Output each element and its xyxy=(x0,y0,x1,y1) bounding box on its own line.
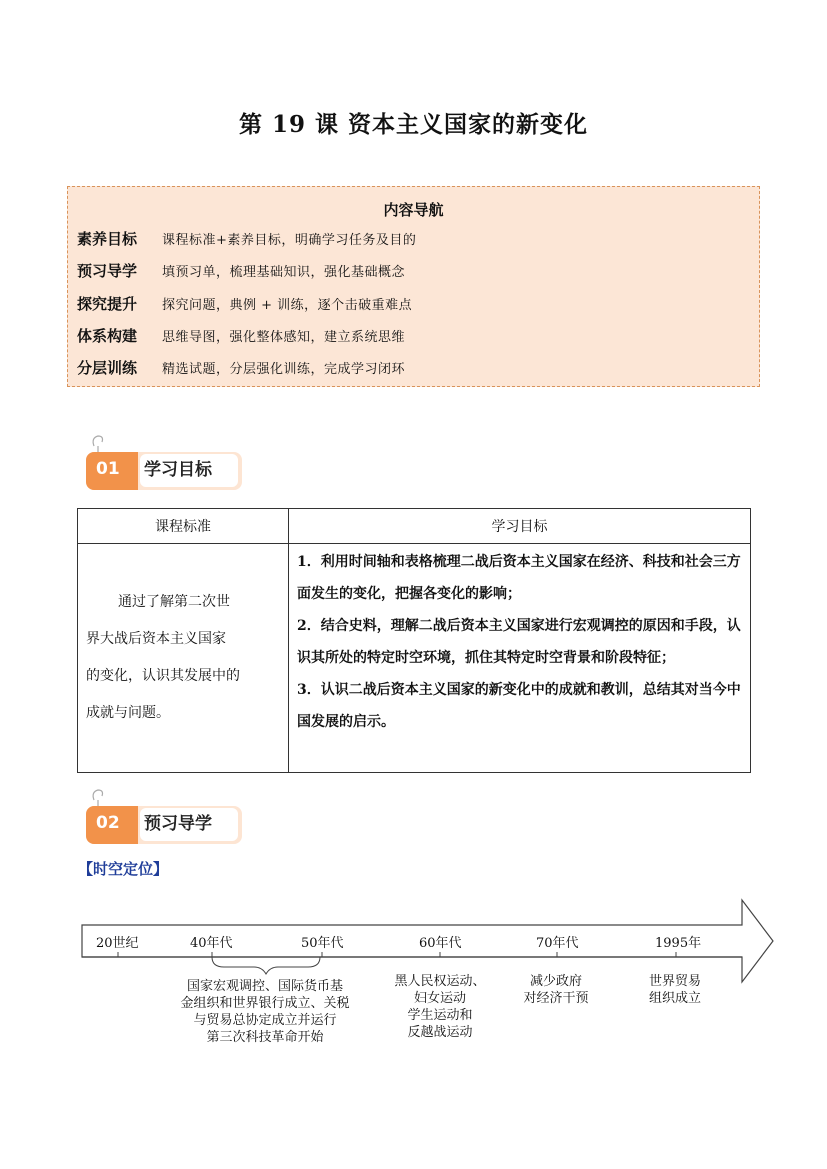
goal-item: 1．利用时间轴和表格梳理二战后资本主义国家在经济、科技和社会三方面发生的变化，把握各变化的影响； xyxy=(297,554,741,602)
timeline-tick-label: 50年代 xyxy=(301,936,344,951)
nav-heading: 内容导航 xyxy=(383,201,444,219)
standard-line: 界大战后资本主义国家 xyxy=(86,631,226,647)
standard-line: 通过了解第二次世 xyxy=(118,594,230,610)
timeline-event xyxy=(385,973,495,1041)
event-line: 金组织和世界银行成立、关税 xyxy=(180,996,350,1011)
nav-key: 预习导学 xyxy=(77,261,138,280)
table-header-standard: 课程标准 xyxy=(78,509,289,544)
section-number: 01 xyxy=(96,459,120,479)
event-line: 第三次科技革命开始 xyxy=(206,1030,324,1045)
nav-value: 思维导图，强化整体感知，建立系统思维 xyxy=(162,329,406,345)
event-line: 组织成立 xyxy=(648,991,701,1006)
event-line: 对经济干预 xyxy=(523,991,589,1006)
timeline-event xyxy=(511,973,601,1007)
standard-line: 成就与问题。 xyxy=(86,705,170,721)
nav-value: 精选试题，分层强化训练，完成学习闭环 xyxy=(162,361,406,377)
page-title: 第 19 课 资本主义国家的新变化 xyxy=(238,111,589,138)
nav-value: 探究问题，典例 + 训练，逐个击破重难点 xyxy=(162,297,413,313)
event-line: 反越战运动 xyxy=(407,1025,473,1040)
timeline-tick-label: 1995年 xyxy=(655,936,702,951)
event-line: 减少政府 xyxy=(529,974,582,989)
nav-key: 素养目标 xyxy=(77,229,138,248)
event-line: 世界贸易 xyxy=(648,974,701,989)
timeline-tick-label: 20世纪 xyxy=(96,936,139,951)
event-line: 妇女运动 xyxy=(413,991,466,1006)
goal-item: 2．结合史料，理解二战后资本主义国家进行宏观调控的原因和手段，认识其所处的特定时空环境，抓住其特定时空背景和阶段特征； xyxy=(297,618,741,666)
nav-value: 填预习单，梳理基础知识，强化基础概念 xyxy=(162,264,406,280)
timeline-tick-label: 70年代 xyxy=(536,936,579,951)
nav-value: 课程标准+素养目标，明确学习任务及目的 xyxy=(162,232,417,248)
nav-key: 探究提升 xyxy=(77,294,138,313)
timeline-event xyxy=(635,973,715,1007)
nav-key: 体系构建 xyxy=(77,326,138,345)
section-label: 学习目标 xyxy=(144,460,212,480)
table-header-goals: 学习目标 xyxy=(289,509,751,544)
event-line: 国家宏观调控、国际货币基 xyxy=(186,979,343,994)
nav-key: 分层训练 xyxy=(77,358,138,377)
section-number: 02 xyxy=(96,813,120,833)
section-label: 预习导学 xyxy=(144,814,212,834)
event-line: 黑人民权运动、 xyxy=(394,974,486,989)
event-line: 学生运动和 xyxy=(407,1008,473,1023)
event-line: 与贸易总协定成立并运行 xyxy=(193,1013,337,1028)
goal-item: 3．认识二战后资本主义国家的新变化中的成就和教训，总结其对当今中国发展的启示。 xyxy=(297,682,741,730)
timeline-tick-label: 40年代 xyxy=(190,936,233,951)
timeline-event xyxy=(170,978,360,1046)
timeline-tick-label: 60年代 xyxy=(419,936,462,951)
standard-line: 的变化，认识其发展中的 xyxy=(86,668,240,684)
timeline-heading: 【时空定位】 xyxy=(78,860,169,878)
